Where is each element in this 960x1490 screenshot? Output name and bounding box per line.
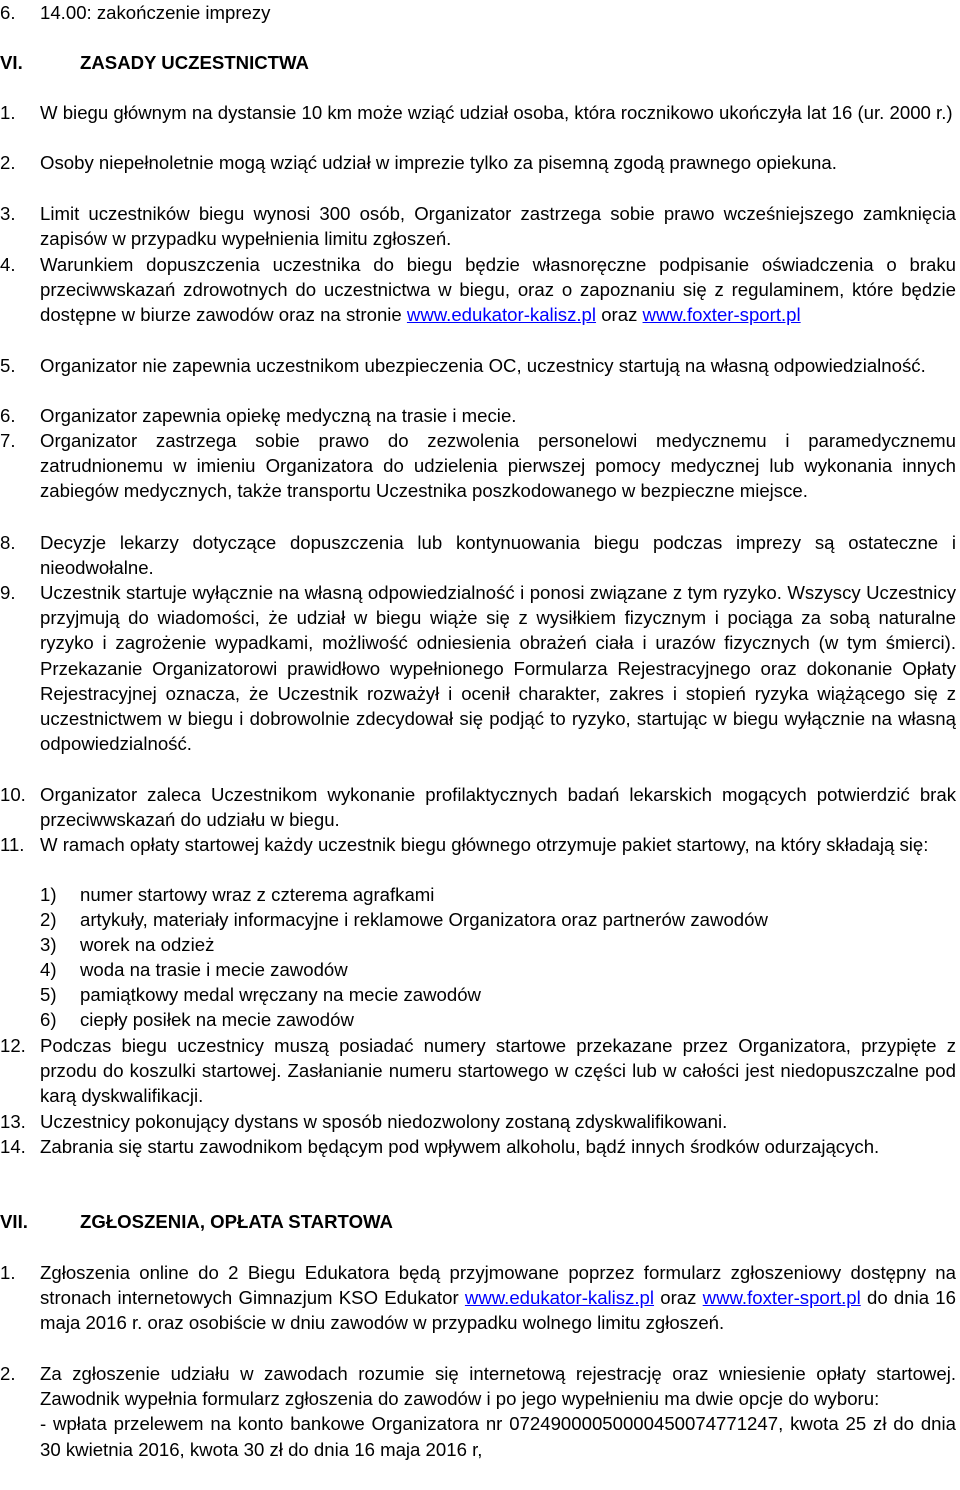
subitem-text: artykuły, materiały informacyjne i reklamowe Organizatora oraz partnerów zawodów bbox=[80, 909, 768, 930]
item-text: Decyzje lekarzy dotyczące dopuszczenia lub kontynuowania biegu podczas imprezy są ostateczne i nieodwołalne. bbox=[40, 532, 956, 579]
item-number: 6. bbox=[0, 405, 16, 426]
subitem-text: ciepły posiłek na mecie zawodów bbox=[80, 1009, 354, 1030]
item-number: 2. bbox=[0, 1363, 16, 1384]
item-number: 9. bbox=[0, 582, 16, 603]
item-text: Organizator zaleca Uczestnikom wykonanie profilaktycznych badań lekarskich mogących potwierdzić brak przeciwwskazań do udziału w biegu. bbox=[40, 784, 956, 831]
item-text: W biegu głównym na dystansie 10 km może wziąć udział osoba, która rocznikowo ukończyła lat 16 (ur. 2000 r.) bbox=[40, 102, 953, 123]
subitem-text: worek na odzież bbox=[80, 934, 215, 955]
subitem-number: 3) bbox=[40, 934, 57, 955]
item-number: 1. bbox=[0, 1262, 16, 1283]
section-title: ZGŁOSZENIA, OPŁATA STARTOWA bbox=[80, 1211, 393, 1232]
subitem-number: 2) bbox=[40, 909, 57, 930]
section-title: ZASADY UCZESTNICTWA bbox=[80, 52, 309, 73]
item-text-part: oraz bbox=[596, 304, 643, 326]
item-number: 10. bbox=[0, 784, 26, 805]
item-number: 3. bbox=[0, 203, 16, 224]
item-text: Uczestnik startuje wyłącznie na własną odpowiedzialność i ponosi związane z tym ryzyko. Wszyscy Uczestnicy przyjmują do wiadomości, że udział w biegu wiąże się z wysiłkiem fizycznym i pociąga za sobą naturalne ryzyko i zagrożenie wypadkami, możliwość odniesienia obrażeń ciała i urazów fizycznych (w tym śmierci). Przekazanie Organizatorowi prawidłowo wypełnionego Formularza Rejestracyjnego oraz dokonanie Opłaty Rejestracyjnej oznacza, że Uczestnik rozważył i ocenił charakter, zakres i stopień ryzyka wiążącego się z uczestnictwem w biegu i dobrowolnie zdecydował się podjąć to ryzyko, startując w biegu wyłącznie na własną odpowiedzialność. bbox=[40, 582, 956, 755]
item-text: Osoby niepełnoletnie mogą wziąć udział w imprezie tylko za pisemną zgodą prawnego opiekuna. bbox=[40, 152, 837, 173]
item-text-part: Warunkiem dopuszczenia uczestnika do biegu będzie własnoręczne podpisanie oświadczenia o braku przeciwwskazań zdrowotnych do uczestnictwa w biegu, oraz o zapoznaniu się z regulaminem, które będzie dostępne w biurze zawodów oraz na stronie bbox=[40, 254, 956, 326]
item-number: 11. bbox=[0, 834, 25, 855]
item-number: 7. bbox=[0, 430, 16, 451]
item-text: Organizator zapewnia opiekę medyczną na trasie i mecie. bbox=[40, 405, 517, 426]
subitem-text: woda na trasie i mecie zawodów bbox=[80, 959, 348, 980]
item-text bbox=[40, 252, 956, 328]
item-number: 14. bbox=[0, 1136, 26, 1157]
foxter-link[interactable]: www.foxter-sport.pl bbox=[702, 1287, 861, 1309]
item-text-part: oraz bbox=[654, 1287, 703, 1309]
subitem-number: 1) bbox=[40, 884, 57, 905]
item-number: 4. bbox=[0, 254, 16, 275]
item-number: 5. bbox=[0, 355, 16, 376]
subitem-text: pamiątkowy medal wręczany na mecie zawodów bbox=[80, 984, 481, 1005]
item-number: 13. bbox=[0, 1111, 26, 1132]
subitem-number: 4) bbox=[40, 959, 57, 980]
item-number: 6. bbox=[0, 2, 16, 23]
item-number: 1. bbox=[0, 102, 16, 123]
item-text: Limit uczestników biegu wynosi 300 osób, Organizator zastrzega sobie prawo wcześniejszego zamknięcia zapisów w przypadku wypełnienia limitu zgłoszeń. bbox=[40, 203, 956, 250]
item-text-part: - wpłata przelewem na konto bankowe Organizatora nr 07249000050000450074771247, kwota 25 zł do dnia 30 kwietnia 2016, kwota 30 zł do dnia 16 maja 2016 r, bbox=[40, 1413, 956, 1460]
item-text bbox=[40, 1260, 956, 1336]
item-text bbox=[40, 1361, 956, 1462]
item-text: Organizator nie zapewnia uczestnikom ubezpieczenia OC, uczestnicy startują na własną odpowiedzialność. bbox=[40, 355, 926, 376]
item-number: 8. bbox=[0, 532, 16, 553]
item-text: W ramach opłaty startowej każdy uczestnik biegu głównego otrzymuje pakiet startowy, na który składają się: bbox=[40, 834, 929, 855]
subitem-number: 6) bbox=[40, 1009, 57, 1030]
subitem-number: 5) bbox=[40, 984, 57, 1005]
item-text: Uczestnicy pokonujący dystans w sposób niedozwolony zostaną zdyskwalifikowani. bbox=[40, 1111, 728, 1132]
item-text: Zabrania się startu zawodnikom będącym pod wpływem alkoholu, bądź innych środków odurzających. bbox=[40, 1136, 880, 1157]
item-text: 14.00: zakończenie imprezy bbox=[40, 2, 271, 23]
subitem-text: numer startowy wraz z czterema agrafkami bbox=[80, 884, 435, 905]
edukator-link[interactable]: www.edukator-kalisz.pl bbox=[406, 304, 597, 326]
section-number: VII. bbox=[0, 1211, 28, 1232]
item-number: 2. bbox=[0, 152, 16, 173]
item-text-part: Za zgłoszenie udziału w zawodach rozumie się internetową rejestrację oraz wniesienie opłaty startowej. Zawodnik wypełnia formularz zgłoszenia do zawodów i po jego wypełnieniu ma dwie opcje do wyboru: bbox=[40, 1363, 956, 1410]
edukator-link[interactable]: www.edukator-kalisz.pl bbox=[464, 1287, 655, 1309]
foxter-link[interactable]: www.foxter-sport.pl bbox=[642, 304, 801, 326]
item-number: 12. bbox=[0, 1035, 26, 1056]
section-number: VI. bbox=[0, 52, 23, 73]
item-text: Organizator zastrzega sobie prawo do zezwolenia personelowi medycznemu i paramedycznemu zatrudnionemu w imieniu Organizatora do udzielenia pierwszej pomocy medycznej lub wykonania innych zabiegów medycznych, także transportu Uczestnika poszkodowanego w bezpieczne miejsce. bbox=[40, 430, 956, 502]
item-text: Podczas biegu uczestnicy muszą posiadać numery startowe przekazane przez Organizatora, przypięte z przodu do koszulki startowej. Zasłanianie numeru startowego w części lub w całości jest niedopuszczalne pod karą dyskwalifikacji. bbox=[40, 1035, 956, 1107]
item-text-part: do dnia 16 maja 2016 r. oraz osobiście w dniu zawodów w przypadku wolnego limitu zgłoszeń. bbox=[40, 1287, 956, 1334]
item-text-part: Zgłoszenia online do 2 Biegu Edukatora będą przyjmowane poprzez formularz zgłoszeniowy dostępny na stronach internetowych Gimnazjum KSO Edukator bbox=[40, 1262, 956, 1309]
